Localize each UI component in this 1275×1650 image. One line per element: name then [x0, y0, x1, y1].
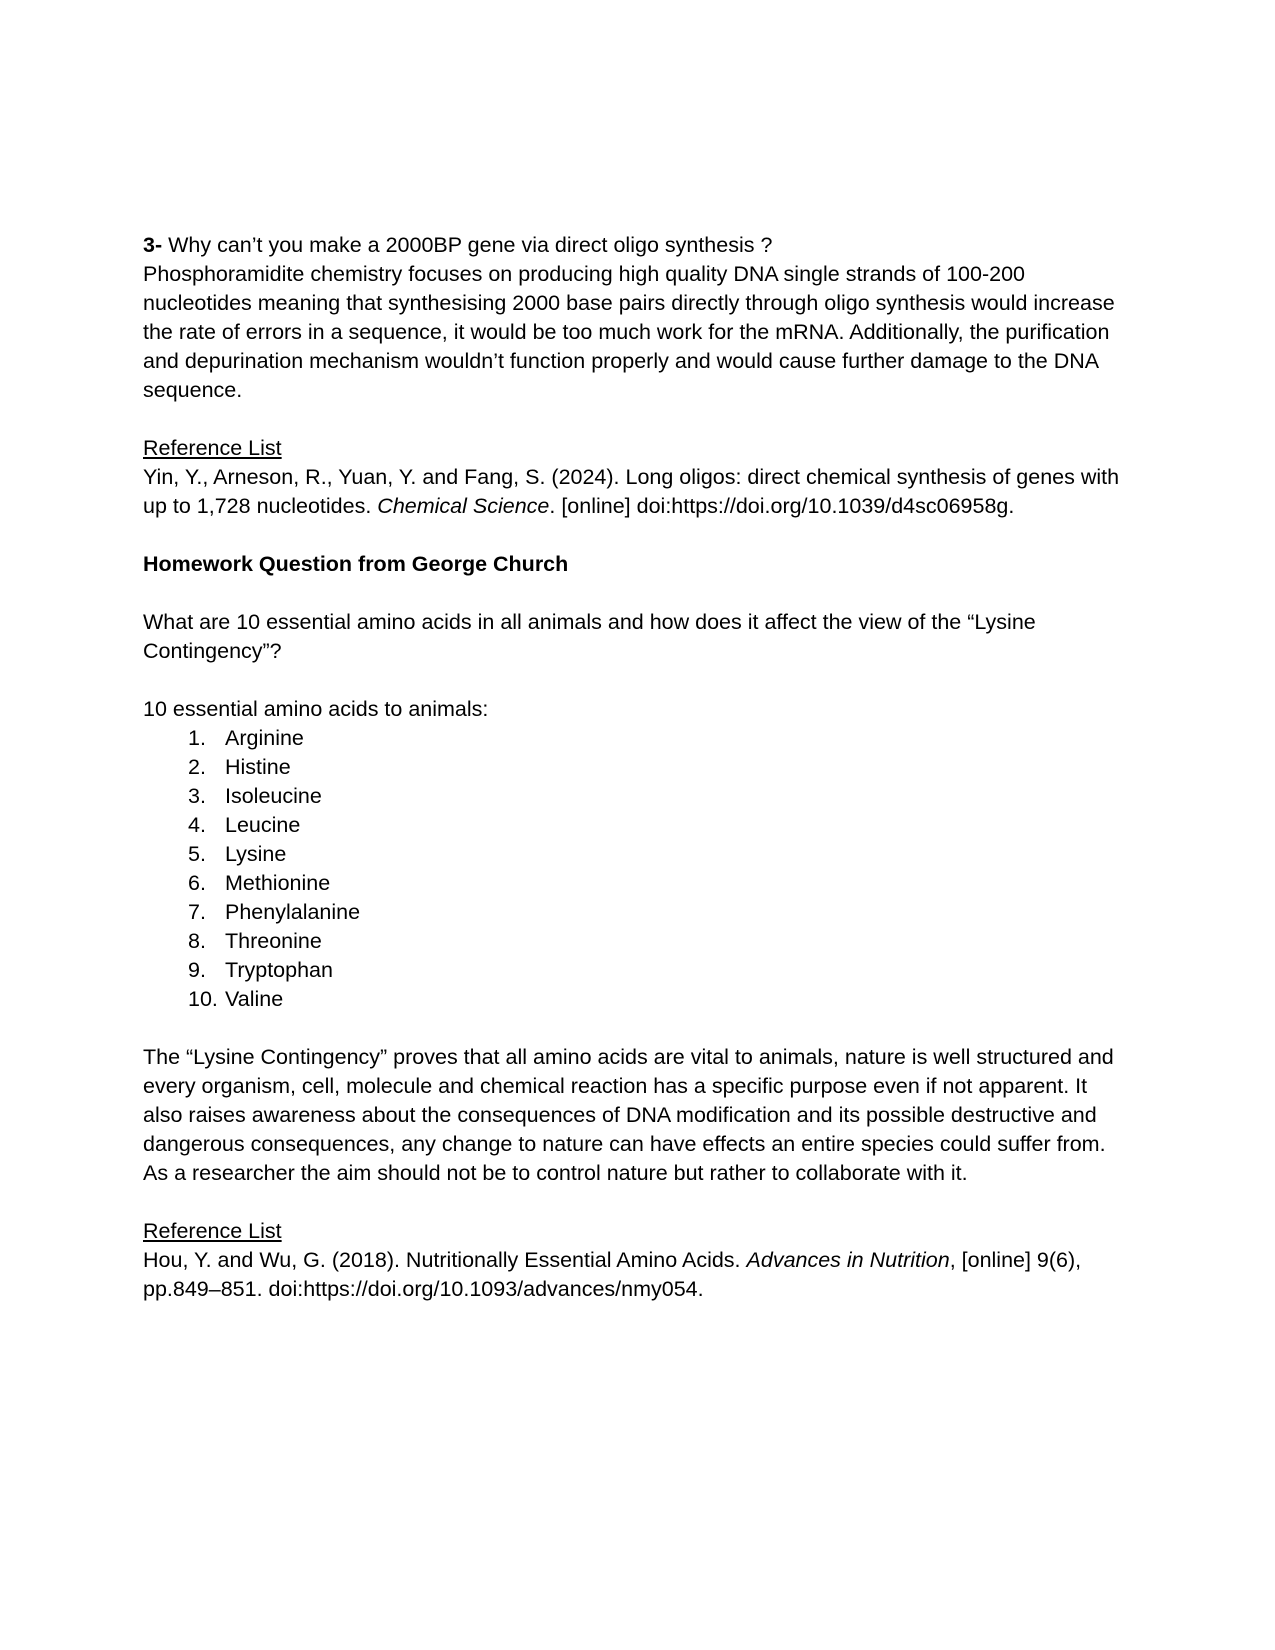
spacer	[143, 1014, 1131, 1043]
reference-list-heading-2: Reference List	[143, 1219, 282, 1243]
question-3-number: 3-	[143, 233, 163, 257]
citation-yin-2024-journal: Chemical Science	[377, 494, 550, 518]
reference-list-heading-1: Reference List	[143, 436, 282, 460]
amino-acid-label: Valine	[225, 987, 284, 1011]
spacer	[143, 1188, 1131, 1217]
list-number: 7.	[188, 900, 206, 924]
amino-acid-label: Lysine	[225, 842, 287, 866]
citation-hou-2018	[143, 1246, 1131, 1304]
question-3-heading	[143, 231, 1131, 260]
citation-yin-2024-end: . [online] doi:https://doi.org/10.1039/d4sc06958g.	[549, 494, 1015, 518]
lysine-contingency-answer: The “Lysine Contingency” proves that all amino acids are vital to animals, nature is well structured and every organism, cell, molecule and chemical reaction has a specific purpose even if not apparent. It also raises awareness about the consequences of DNA modification and its possible destructive and dangerous consequences, any change to nature can have effects an entire species could suffer from. As a researcher the aim should not be to control nature but rather to collaborate with it.	[143, 1045, 1114, 1185]
amino-acid-item	[143, 724, 1131, 753]
amino-acid-label: Leucine	[225, 813, 301, 837]
amino-acids-list	[143, 724, 1131, 1014]
amino-acids-intro: 10 essential amino acids to animals:	[143, 697, 489, 721]
amino-acid-item	[143, 927, 1131, 956]
list-number: 2.	[188, 755, 206, 779]
list-number: 5.	[188, 842, 206, 866]
list-number: 6.	[188, 871, 206, 895]
list-number: 10.	[188, 987, 218, 1011]
list-number: 3.	[188, 784, 206, 808]
amino-acid-label: Isoleucine	[225, 784, 322, 808]
amino-acid-item	[143, 898, 1131, 927]
list-number: 8.	[188, 929, 206, 953]
amino-acid-label: Methionine	[225, 871, 331, 895]
amino-acid-item	[143, 782, 1131, 811]
question-3-text: Why can’t you make a 2000BP gene via direct oligo synthesis ?	[162, 233, 773, 257]
amino-acid-item	[143, 811, 1131, 840]
spacer	[143, 521, 1131, 550]
spacer	[143, 405, 1131, 434]
citation-hou-2018-journal: Advances in Nutrition	[746, 1248, 950, 1272]
amino-acid-item	[143, 985, 1131, 1014]
amino-acid-item	[143, 840, 1131, 869]
list-number: 9.	[188, 958, 206, 982]
amino-acid-label: Phenylalanine	[225, 900, 361, 924]
amino-acid-label: Tryptophan	[225, 958, 333, 982]
amino-acid-label: Arginine	[225, 726, 304, 750]
amino-acid-label: Threonine	[225, 929, 322, 953]
citation-yin-2024-start: Yin, Y., Arneson, R., Yuan, Y. and Fang, S. (2024). Long oligos: direct chemical synthesis of genes with up to 1,728 nucleotides.	[143, 465, 1120, 518]
spacer	[143, 579, 1131, 608]
citation-hou-2018-end: , [online] 9(6), pp.849–851. doi:https://doi.org/10.1093/advances/nmy054.	[143, 1248, 1082, 1301]
spacer	[143, 666, 1131, 695]
amino-acid-label: Histine	[225, 755, 291, 779]
document-content	[143, 231, 1131, 1304]
amino-acid-item	[143, 753, 1131, 782]
question-3-answer: Phosphoramidite chemistry focuses on producing high quality DNA single strands of 100-200 nucleotides meaning that synthesising 2000 base pairs directly through oligo synthesis would increase the rate of errors in a sequence, it would be too much work for the mRNA. Additionally, the purification and depurination mechanism wouldn’t function properly and would cause further damage to the DNA sequence.	[143, 262, 1115, 402]
list-number: 1.	[188, 726, 206, 750]
homework-heading: Homework Question from George Church	[143, 552, 569, 576]
amino-acid-item	[143, 869, 1131, 898]
amino-acid-item	[143, 956, 1131, 985]
homework-question: What are 10 essential amino acids in all animals and how does it affect the view of the “Lysine Contingency”?	[143, 610, 1036, 663]
list-number: 4.	[188, 813, 206, 837]
citation-yin-2024	[143, 463, 1131, 521]
citation-hou-2018-start: Hou, Y. and Wu, G. (2018). Nutritionally Essential Amino Acids.	[143, 1248, 747, 1272]
